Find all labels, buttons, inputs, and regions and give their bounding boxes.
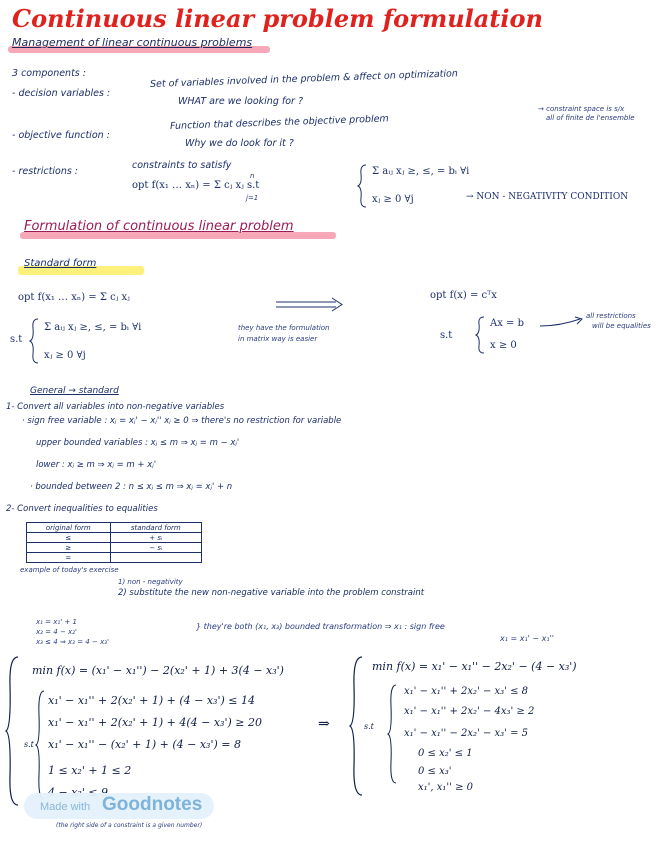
table-row [27, 543, 202, 553]
final-right-constraint-4: 0 ≤ x₂' ≤ 1 [418, 748, 473, 759]
step-1: 1- Convert all variables into non-negative variables [6, 402, 225, 412]
final-right-constraint-3: x₁' − x₁'' − 2x₂' − x₃' = 5 [404, 728, 529, 739]
final-left-brace [6, 656, 20, 806]
implies-arrow: ⇒ [318, 716, 330, 732]
table-cell: ≥ [27, 543, 111, 553]
table-cell: − sᵢ [110, 543, 201, 553]
example-note-b: x₂ = 4 − x₂' [36, 628, 77, 636]
final-st-right: s.t [364, 722, 374, 731]
matrix-opt: opt f(x) = cᵀx [430, 290, 497, 301]
conversion-table [26, 522, 202, 563]
final-right-inner-brace [388, 684, 398, 784]
final-right-constraint-6: x₁', x₁'' ≥ 0 [418, 782, 473, 793]
matrix-constraint-2: x ≥ 0 [490, 340, 517, 351]
bounded-between-rule: · bounded between 2 : n ≤ xⱼ ≤ m ⇒ xⱼ = xⱼ' + n [30, 482, 233, 492]
decision-label: - decision variables : [12, 88, 111, 99]
sum-top: n [250, 172, 255, 180]
final-left-inner-brace [36, 690, 46, 800]
equiv-note-2: in matrix way is easier [238, 335, 318, 343]
std-opt: opt f(x₁ … xₙ) = Σ cⱼ xⱼ [18, 292, 130, 303]
section1-heading: Management of linear continuous problems [12, 36, 253, 49]
side-note: → constraint space is s/x [538, 105, 625, 113]
example-step-2: 2) substitute the new non-negative variable into the problem constraint [118, 588, 425, 598]
decision-text: Set of variables involved in the problem & affect on optimization [149, 68, 459, 90]
std-st: s.t [10, 334, 23, 345]
std-constraint-2: xⱼ ≥ 0 ∀j [44, 350, 86, 361]
opt-expression: opt f(x₁ … xₙ) = Σ cⱼ xⱼ s.t [132, 180, 260, 191]
table-row [27, 553, 202, 563]
example-note-c: x₃ ≤ 4 ⇒ x₃ = 4 − x₃' [36, 638, 109, 646]
restrictions-label: - restrictions : [12, 166, 79, 177]
side-note-2: all of finite de l'ensemble [546, 114, 635, 122]
section2-heading: Formulation of continuous linear problem [24, 219, 294, 234]
final-right-brace [350, 656, 364, 796]
table-cell [110, 553, 201, 563]
std-brace [30, 318, 40, 364]
watermark-made-with: Made with [40, 801, 91, 813]
table-row [27, 533, 202, 543]
example-label: example of today's exercise [20, 566, 119, 574]
example-note-a: x₁ = x₁' + 1 [36, 618, 77, 626]
table-header: original form [27, 523, 111, 533]
example-note-right: } they're both (x₁, x₃) bounded transformation ⇒ x₁ : sign free [196, 622, 445, 631]
table-cell: + sᵢ [110, 533, 201, 543]
sum-bottom: j=1 [246, 194, 259, 202]
general-heading: General → standard [30, 386, 119, 396]
equiv-note: they have the formulation [238, 324, 330, 332]
watermark-brand: Goodnotes [102, 794, 203, 815]
table-header: standard form [110, 523, 201, 533]
footer-note: (the right side of a constraint is a given number) [56, 822, 203, 829]
objective-label: - objective function : [12, 130, 110, 141]
objective-text: Function that describes the objective problem [169, 113, 389, 132]
upper-bounded-rule: upper bounded variables : xⱼ ≤ m ⇒ xⱼ = m − xⱼ' [36, 438, 240, 448]
final-left-constraint-1: x₁' − x₁'' + 2(x₂' + 1) + (4 − x₃') ≤ 14 [48, 694, 255, 707]
final-st-left: s.t [24, 740, 34, 749]
final-right-constraint-5: 0 ≤ x₃' [418, 766, 452, 777]
constraint-brace [358, 164, 368, 208]
equivalence-arrow [276, 298, 346, 312]
restrictions-text: constraints to satisfy [132, 160, 232, 171]
components-label: 3 components : [12, 68, 86, 79]
final-right-constraint-2: x₁' − x₁'' + 2x₂' − 4x₃' ≥ 2 [404, 706, 535, 717]
example-step-1: 1) non - negativity [118, 578, 183, 586]
matrix-note-2: will be equalities [592, 322, 651, 330]
matrix-brace [476, 316, 486, 354]
final-right-objective: min f(x) = x₁' − x₁'' − 2x₂' − (4 − x₃') [372, 660, 577, 673]
decision-text-2: WHAT are we looking for ? [178, 96, 303, 107]
final-left-constraint-3: x₁' − x₁'' − (x₂' + 1) + (4 − x₃') = 8 [48, 738, 241, 751]
standard-form-label: Standard form [24, 258, 97, 269]
step-2: 2- Convert inequalities to equalities [6, 504, 158, 514]
table-cell: ≤ [27, 533, 111, 543]
page-title: Continuous linear problem formulation [12, 4, 543, 33]
final-left-constraint-2: x₁' − x₁'' + 2(x₂' + 1) + 4(4 − x₃') ≥ 20 [48, 716, 262, 729]
final-right-constraint-1: x₁' − x₁'' + 2x₂' − x₃' ≤ 8 [404, 686, 529, 697]
matrix-note-arrow [540, 316, 590, 330]
std-constraint-1: Σ aᵢⱼ xⱼ ≥, ≤, = bᵢ ∀i [44, 322, 142, 333]
matrix-st: s.t [440, 330, 453, 341]
lower-bounded-rule: lower : xⱼ ≥ m ⇒ xⱼ = m + xⱼ' [36, 460, 157, 470]
objective-text-2: Why we do look for it ? [185, 138, 294, 149]
nonneg-note: → NON - NEGATIVITY CONDITION [466, 192, 629, 202]
constraint-2: xⱼ ≥ 0 ∀j [372, 194, 414, 205]
final-left-objective: min f(x) = (x₁' − x₁'') − 2(x₂' + 1) + 3(4 − x₃') [32, 664, 284, 677]
sign-free-rule: · sign free variable : xⱼ = xⱼ' − xⱼ'' xⱼ ≥ 0 ⇒ there's no restriction for variable [22, 416, 342, 426]
table-cell: = [27, 553, 111, 563]
matrix-note: all restrictions [586, 312, 636, 320]
final-left-constraint-4: 1 ≤ x₂' + 1 ≤ 2 [48, 764, 132, 777]
constraint-1: Σ aᵢⱼ xⱼ ≥, ≤, = bᵢ ∀i [372, 166, 470, 177]
matrix-constraint-1: Ax = b [490, 318, 524, 329]
example-note-right-2: x₁ = x₁' − x₁'' [500, 634, 554, 643]
